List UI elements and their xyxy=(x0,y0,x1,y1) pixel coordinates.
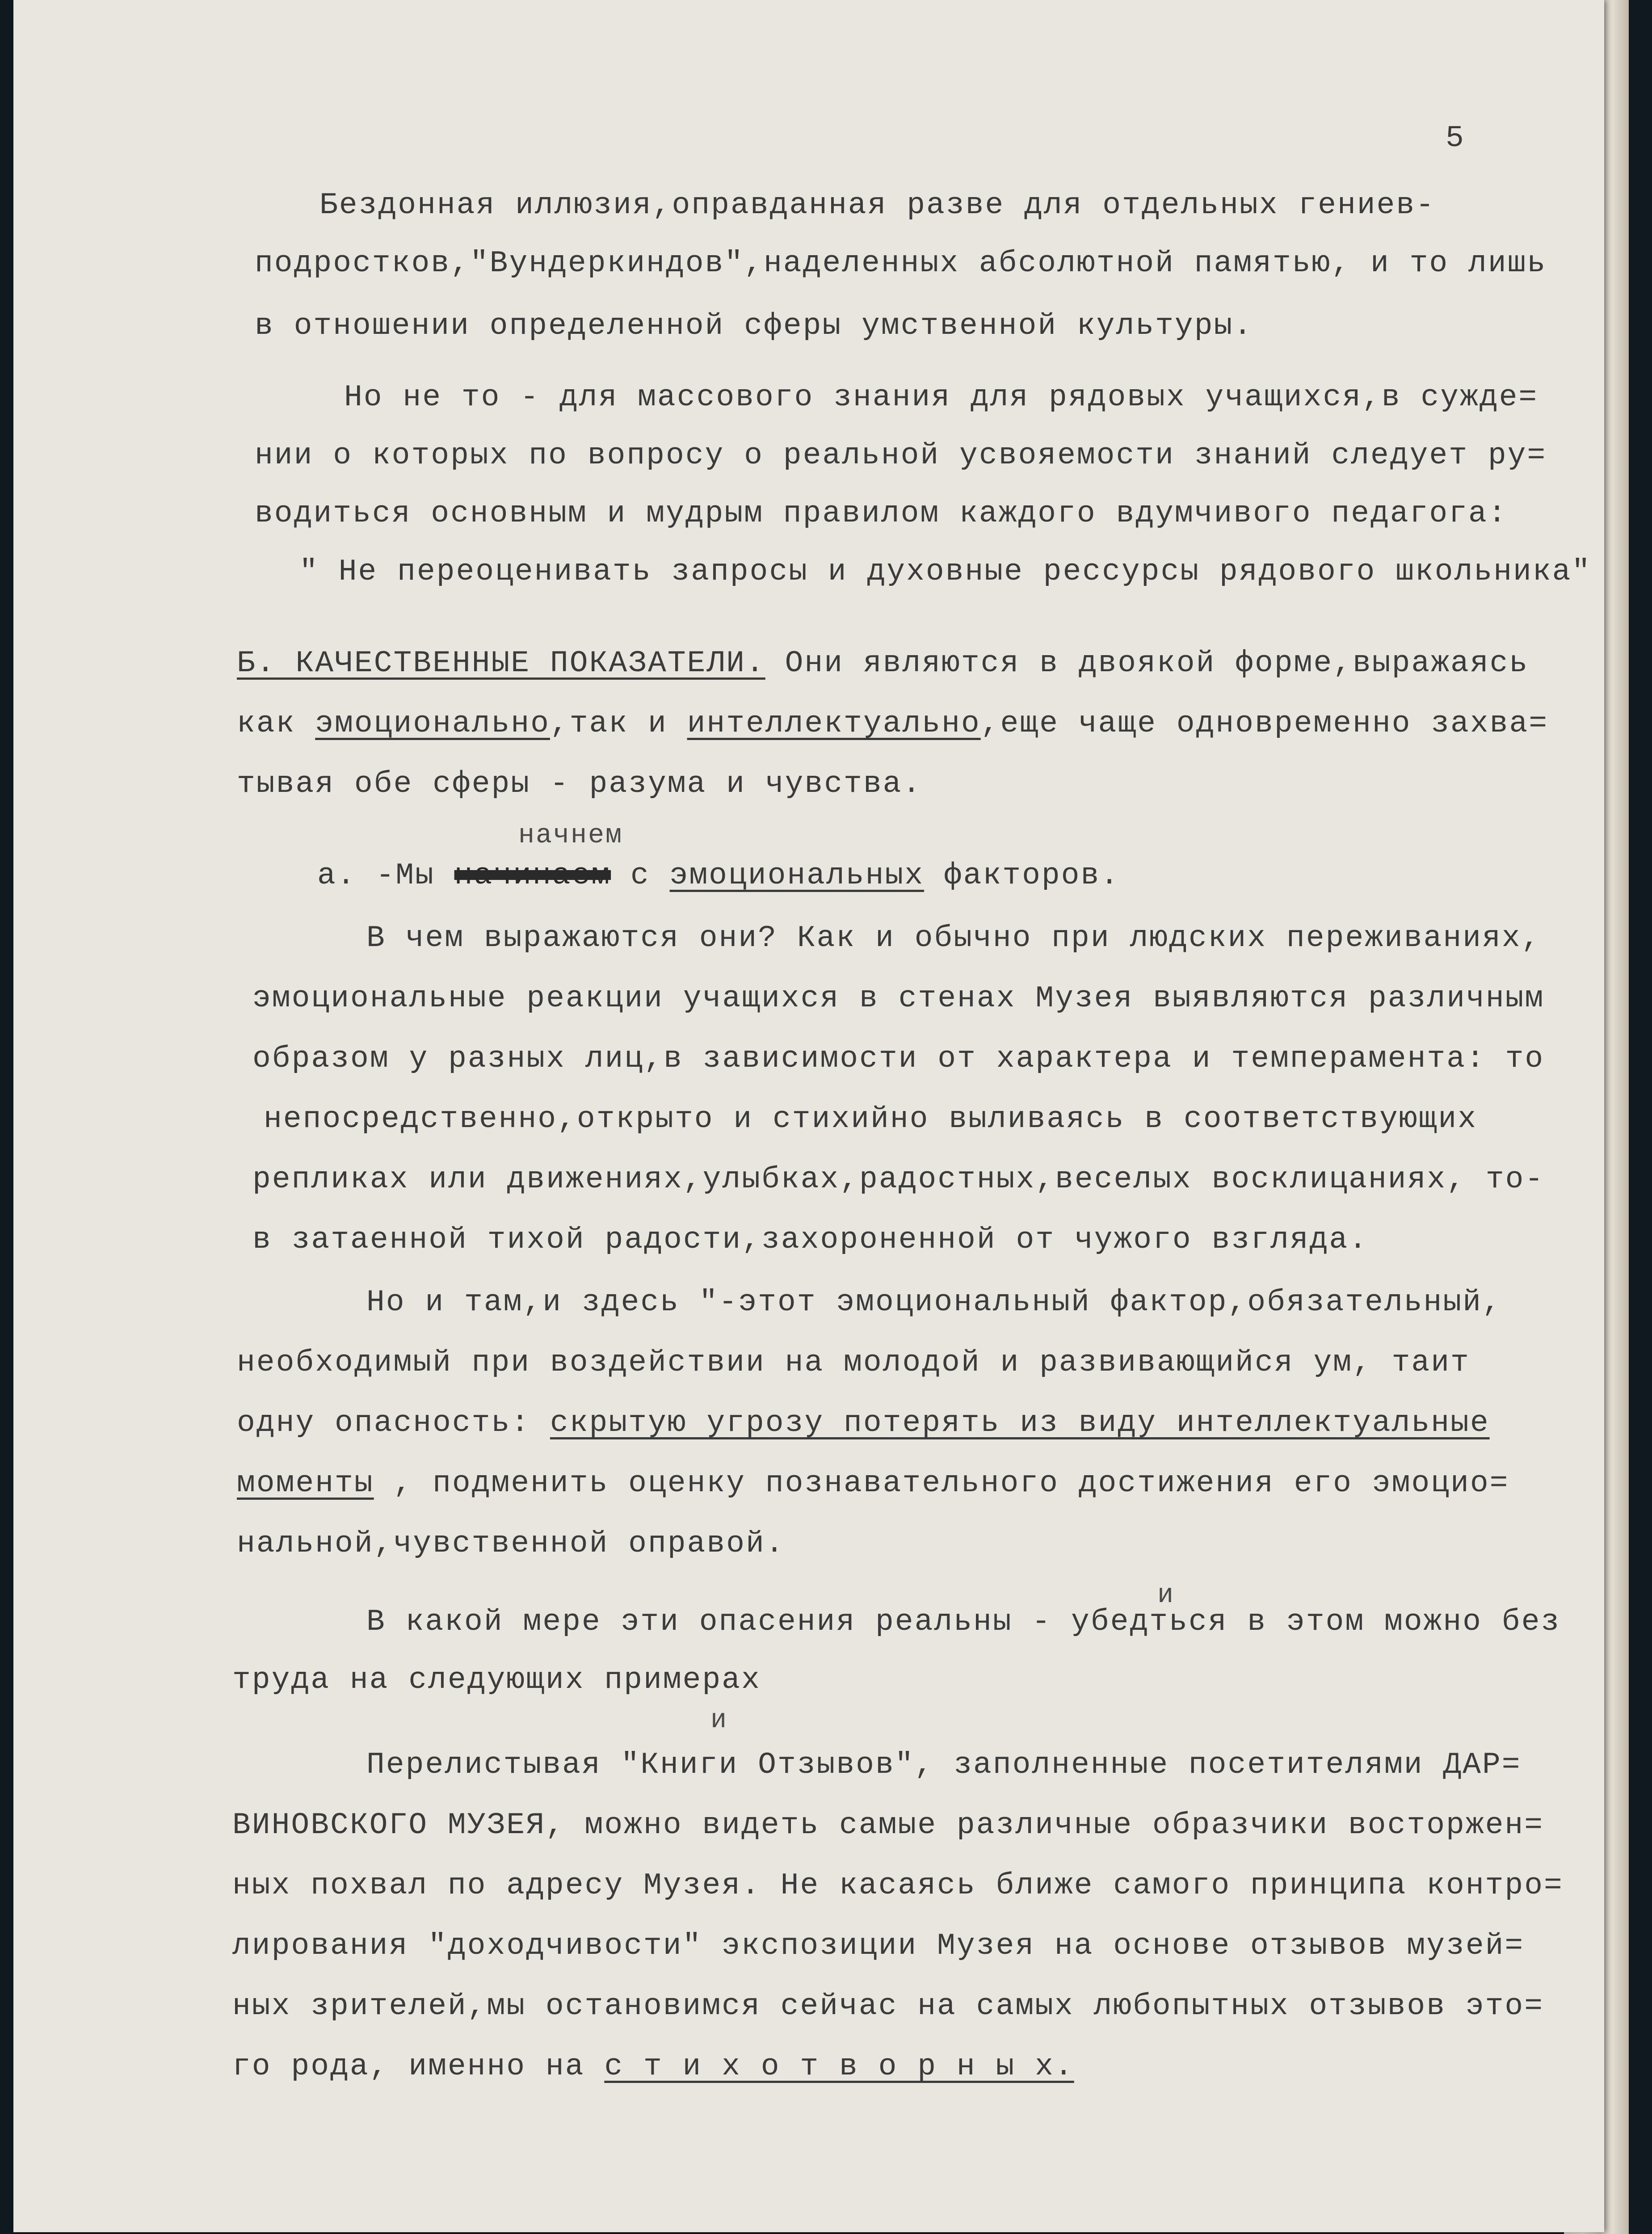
underlined-word: с т и х о т в о р н ы х. xyxy=(604,2049,1074,2084)
text-segment: одну опасность: xyxy=(237,1406,550,1440)
underlined-word: эмоциональных xyxy=(669,858,925,893)
text-segment: факторов. xyxy=(924,858,1120,893)
text-line: В чем выражаются они? Как и обычно при людских переживаниях, xyxy=(366,921,1541,955)
section-b-line xyxy=(237,646,1529,682)
text-line: Бездонная иллюзия,оправданная разве для отдельных гениев- xyxy=(319,188,1435,223)
text-line xyxy=(232,2049,1074,2085)
section-heading: Б. КАЧЕСТВЕННЫЕ ПОКАЗАТЕЛИ. xyxy=(237,646,765,681)
handwritten-insert: начнем xyxy=(518,820,623,851)
text-line: необходимый при воздействии на молодой и развивающийся ум, таит xyxy=(237,1346,1470,1380)
text-line: непосредственно,открыто и стихийно выливаясь в соответствующих xyxy=(264,1102,1478,1136)
text-line: Но не то - для массового знания для рядовых учащихся,в сужде= xyxy=(344,380,1539,415)
underlined-word: интеллектуально xyxy=(687,707,981,741)
text-line xyxy=(237,1466,1509,1502)
text-line: подростков,"Вундеркиндов",наделенных абсолютной памятью, и то лишь xyxy=(255,246,1547,281)
handwritten-insert: и xyxy=(710,1705,728,1736)
text-segment: Они являются в двоякой форме,выражаясь xyxy=(765,646,1529,681)
section-b-line xyxy=(237,706,1548,742)
underlined-word: моменты xyxy=(237,1466,374,1501)
text-line: нии о которых по вопросу о реальной усвояемости знаний следует ру= xyxy=(255,438,1547,473)
text-line: водиться основным и мудрым правилом каждого вдумчивого педагога: xyxy=(255,496,1508,531)
text-line: в затаенной тихой радости,захороненной от чужого взгляда. xyxy=(252,1223,1368,1257)
text-line: в отношении определенной сферы умственной культуры. xyxy=(255,309,1253,343)
text-line: лирования "доходчивости" экспозиции Музея на основе отзывов музей= xyxy=(232,1929,1525,1963)
page-number: 5 xyxy=(1446,121,1465,156)
text-segment: как xyxy=(237,707,315,741)
subsection-a-line xyxy=(317,858,1120,894)
struck-word: начинаем xyxy=(454,858,611,893)
text-segment: с xyxy=(611,858,670,893)
text-line: эмоциональные реакции учащихся в стенах Музея выявляются различным xyxy=(252,981,1545,1016)
text-line: В какой мере эти опасения реальны - убедться в этом можно без xyxy=(366,1605,1561,1639)
handwritten-insert: и xyxy=(1157,1580,1175,1611)
text-segment: го рода, именно на xyxy=(232,2049,605,2084)
text-line: Но и там,и здесь "-этот эмоциональный фактор,обязательный, xyxy=(366,1285,1502,1320)
text-line: нальной,чувственной оправой. xyxy=(237,1527,785,1561)
text-segment: а. -Мы xyxy=(317,858,454,893)
text-line: ВИНОВСКОГО МУЗЕЯ, можно видеть самые различные образчики восторжен= xyxy=(232,1808,1544,1843)
text-line: репликах или движениях,улыбках,радостных,веселых восклицаниях, то- xyxy=(252,1162,1545,1197)
text-segment: ,еще чаще одновременно захва= xyxy=(980,707,1549,741)
text-line: тывая обе сферы - разума и чувства. xyxy=(237,767,922,801)
typewritten-page xyxy=(13,0,1604,2232)
underlined-word: эмоционально xyxy=(315,707,550,741)
text-line: Перелистывая "Книги Отзывов", заполненные посетителями ДАР= xyxy=(366,1748,1522,1782)
underlined-phrase: скрытую угрозу потерять из виду интеллектуальные xyxy=(550,1406,1490,1440)
text-line: образом у разных лиц,в зависимости от характера и темперамента: то xyxy=(252,1042,1545,1076)
text-line xyxy=(237,1405,1490,1441)
text-line: труда на следующих примерах xyxy=(232,1663,761,1697)
text-segment: , подменить оценку познавательного достижения его эмоцио= xyxy=(374,1466,1509,1501)
text-line: ных зрителей,мы остановимся сейчас на самых любопытных отзывов это= xyxy=(232,1989,1544,2024)
text-line: ных похвал по адресу Музея. Не касаясь ближе самого принципа контро= xyxy=(232,1868,1564,1903)
text-segment: ,так и xyxy=(550,707,687,741)
text-line: " Не переоценивать запросы и духовные рессурсы рядового школьника" xyxy=(299,555,1592,589)
